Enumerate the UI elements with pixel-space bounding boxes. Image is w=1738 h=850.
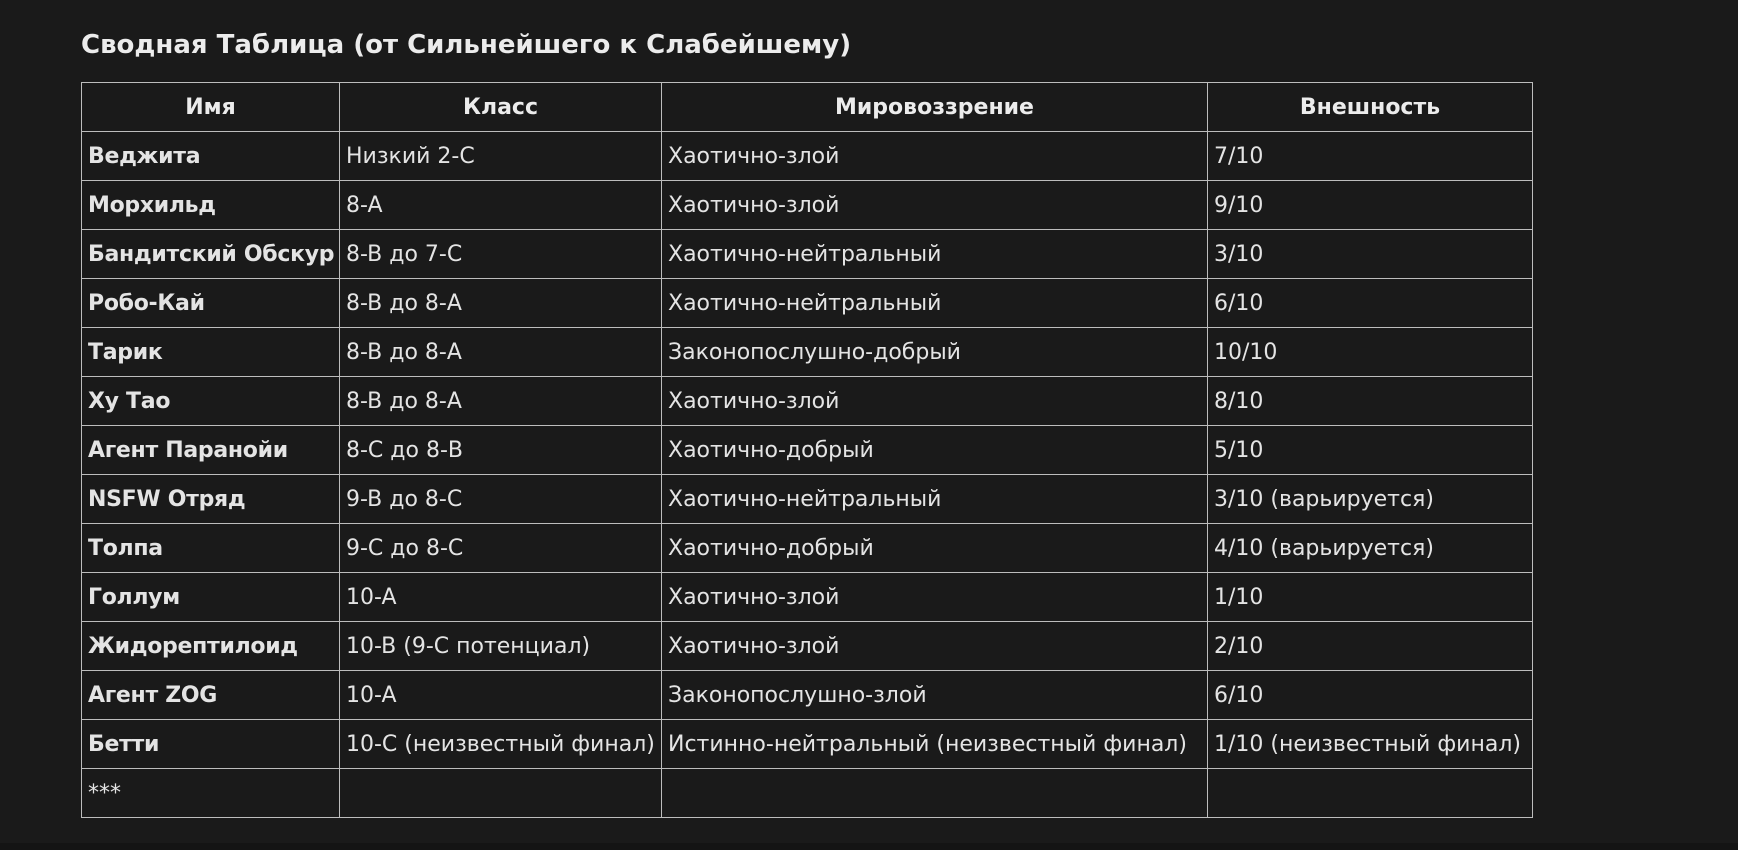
- class-cell: Низкий 2-C: [340, 132, 662, 181]
- class-cell: 8-C до 8-B: [340, 426, 662, 475]
- name-cell: Морхильд: [82, 181, 340, 230]
- table-row: [82, 377, 1533, 426]
- appearance-cell: 4/10 (варьируется): [1208, 524, 1533, 573]
- name-cell: Агент ZOG: [82, 671, 340, 720]
- table-row: [82, 720, 1533, 769]
- name-cell: NSFW Отряд: [82, 475, 340, 524]
- alignment-cell: Хаотично-злой: [662, 622, 1208, 671]
- name-cell: Ху Тао: [82, 377, 340, 426]
- table-row: [82, 524, 1533, 573]
- class-cell: 10-B (9-C потенциал): [340, 622, 662, 671]
- table-row: [82, 132, 1533, 181]
- table-row-placeholder: [82, 769, 1533, 818]
- appearance-cell: 3/10 (варьируется): [1208, 475, 1533, 524]
- appearance-cell: 7/10: [1208, 132, 1533, 181]
- alignment-cell: Хаотично-добрый: [662, 426, 1208, 475]
- appearance-cell: 6/10: [1208, 671, 1533, 720]
- alignment-cell: Хаотично-добрый: [662, 524, 1208, 573]
- alignment-cell: Хаотично-злой: [662, 377, 1208, 426]
- alignment-cell: Хаотично-злой: [662, 573, 1208, 622]
- empty-cell: [662, 769, 1208, 818]
- appearance-cell: 3/10: [1208, 230, 1533, 279]
- class-cell: 8-B до 8-A: [340, 377, 662, 426]
- table-row: [82, 475, 1533, 524]
- alignment-cell: Истинно-нейтральный (неизвестный финал): [662, 720, 1208, 769]
- bottom-divider: [0, 843, 1738, 850]
- name-cell: Тарик: [82, 328, 340, 377]
- alignment-cell: Хаотично-злой: [662, 181, 1208, 230]
- table-row: [82, 328, 1533, 377]
- alignment-cell: Законопослушно-злой: [662, 671, 1208, 720]
- class-cell: 8-B до 8-A: [340, 279, 662, 328]
- name-cell: Толпа: [82, 524, 340, 573]
- table-row: [82, 230, 1533, 279]
- appearance-cell: 1/10: [1208, 573, 1533, 622]
- appearance-cell: 10/10: [1208, 328, 1533, 377]
- class-cell: 9-C до 8-C: [340, 524, 662, 573]
- name-cell: Веджита: [82, 132, 340, 181]
- alignment-cell: Законопослушно-добрый: [662, 328, 1208, 377]
- table-row: [82, 279, 1533, 328]
- column-header-name: Имя: [82, 83, 340, 132]
- class-cell: 8-B до 8-A: [340, 328, 662, 377]
- appearance-cell: 1/10 (неизвестный финал): [1208, 720, 1533, 769]
- name-cell: Бетти: [82, 720, 340, 769]
- appearance-cell: 2/10: [1208, 622, 1533, 671]
- class-cell: 8-B до 7-C: [340, 230, 662, 279]
- table-row: [82, 426, 1533, 475]
- appearance-cell: 5/10: [1208, 426, 1533, 475]
- table-title: Сводная Таблица (от Сильнейшего к Слабейшему): [81, 30, 852, 60]
- table-row: [82, 181, 1533, 230]
- placeholder-cell: ***: [82, 769, 340, 818]
- empty-cell: [340, 769, 662, 818]
- table-row: [82, 573, 1533, 622]
- column-header-alignment: Мировоззрение: [662, 83, 1208, 132]
- appearance-cell: 8/10: [1208, 377, 1533, 426]
- empty-cell: [1208, 769, 1533, 818]
- name-cell: Робо-Кай: [82, 279, 340, 328]
- class-cell: 8-A: [340, 181, 662, 230]
- class-cell: 10-A: [340, 573, 662, 622]
- name-cell: Жидорептилоид: [82, 622, 340, 671]
- column-header-appearance: Внешность: [1208, 83, 1533, 132]
- name-cell: Бандитский Обскур: [82, 230, 340, 279]
- appearance-cell: 9/10: [1208, 181, 1533, 230]
- class-cell: 9-B до 8-C: [340, 475, 662, 524]
- alignment-cell: Хаотично-нейтральный: [662, 475, 1208, 524]
- table-row: [82, 622, 1533, 671]
- class-cell: 10-C (неизвестный финал): [340, 720, 662, 769]
- header-row: [82, 83, 1533, 132]
- alignment-cell: Хаотично-нейтральный: [662, 279, 1208, 328]
- appearance-cell: 6/10: [1208, 279, 1533, 328]
- name-cell: Голлум: [82, 573, 340, 622]
- summary-table: [81, 82, 1533, 818]
- alignment-cell: Хаотично-злой: [662, 132, 1208, 181]
- name-cell: Агент Паранойи: [82, 426, 340, 475]
- class-cell: 10-A: [340, 671, 662, 720]
- alignment-cell: Хаотично-нейтральный: [662, 230, 1208, 279]
- table-row: [82, 671, 1533, 720]
- column-header-class: Класс: [340, 83, 662, 132]
